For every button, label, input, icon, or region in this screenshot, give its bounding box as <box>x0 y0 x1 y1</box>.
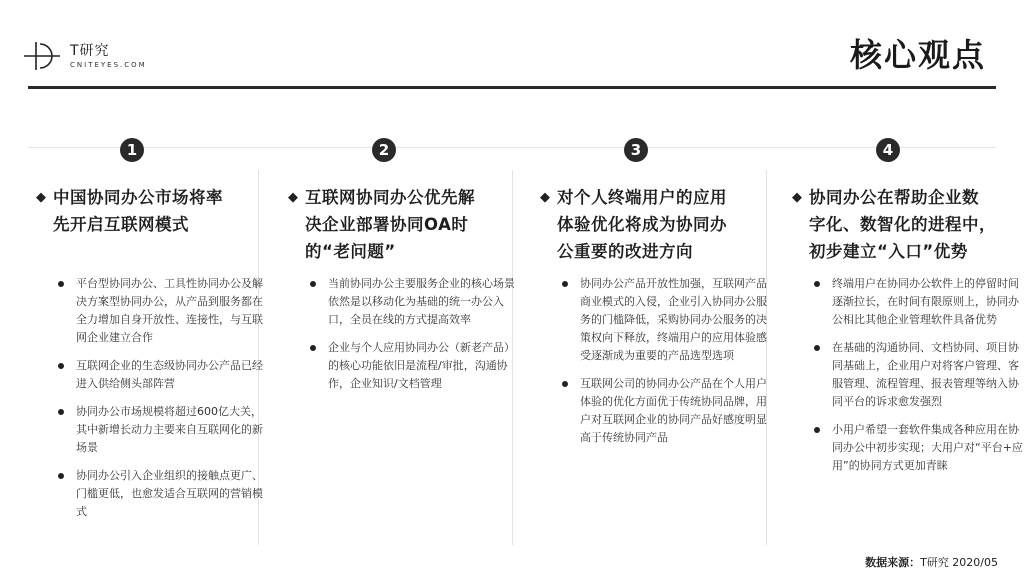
heading-line: 决企业部署协同OA时 <box>305 215 469 234</box>
heading-line: 体验优化将成为协同办 <box>557 215 727 234</box>
bullet-dot-icon <box>814 281 820 287</box>
heading-line: 互联网协同办公优先解 <box>305 188 475 207</box>
bullet-item <box>58 357 270 393</box>
heading-line: 先开启互联网模式 <box>53 215 189 234</box>
bullet-item <box>310 275 522 329</box>
bullet-list <box>58 275 270 531</box>
heading-line: 的“老问题” <box>305 242 396 261</box>
logo-icon <box>22 36 62 76</box>
diamond-icon: ◆ <box>36 190 46 205</box>
bullet-dot-icon <box>562 381 568 387</box>
bullet-text: 协同办公产品开放性加强，互联网产品商业模式的入侵，企业引入协同办公服务的门槛降低，采购协同办公服务的决策权向下释放，终端用户的应用体验感受逐渐成为重要的产品选型选项 <box>580 277 767 362</box>
bullet-text: 终端用户在协同办公软件上的停留时间逐渐拉长，在时间有限原则上，协同办公相比其他企业管理软件具备优势 <box>832 277 1019 326</box>
step-number-2: 2 <box>372 138 396 162</box>
bullet-item <box>814 421 1024 475</box>
heading-line: 中国协同办公市场将率 <box>53 188 223 207</box>
bullet-text: 小用户希望一套软件集成各种应用在协同办公中初步实现；大用户对“平台+应用”的协同方式更加青睐 <box>832 423 1023 472</box>
bullet-dot-icon <box>58 363 64 369</box>
heading-line: 对个人终端用户的应用 <box>557 188 727 207</box>
column-heading <box>36 184 276 238</box>
bullet-item <box>310 339 522 393</box>
column-heading <box>288 184 528 265</box>
diamond-icon: ◆ <box>540 190 550 205</box>
bullet-list <box>310 275 522 403</box>
column-heading <box>540 184 780 265</box>
column-3 <box>540 130 790 550</box>
page-title: 核心观点 <box>849 36 986 74</box>
heading-line: 字化、数智化的进程中， <box>809 215 996 234</box>
diamond-icon: ◆ <box>792 190 802 205</box>
bullet-item <box>58 275 270 347</box>
bullet-text: 在基础的沟通协同、文档协同、项目协同基础上，企业用户对将客户管理、客服管理、流程管理、报表管理等纳入协同平台的诉求愈发强烈 <box>832 341 1019 408</box>
bullet-dot-icon <box>562 281 568 287</box>
bullet-item <box>814 275 1024 329</box>
diamond-icon: ◆ <box>288 190 298 205</box>
bullet-list <box>562 275 774 457</box>
brand-name: T研究 <box>70 43 110 59</box>
bullet-item <box>562 275 774 365</box>
step-number-3: 3 <box>624 138 648 162</box>
column-1 <box>36 130 286 550</box>
bullet-dot-icon <box>310 281 316 287</box>
bullet-dot-icon <box>58 281 64 287</box>
bullet-item <box>562 375 774 447</box>
heading-line: 初步建立“入口”优势 <box>809 242 968 261</box>
heading-line: 公重要的改进方向 <box>557 242 693 261</box>
bullet-text: 平台型协同办公、工具性协同办公及解决方案型协同办公，从产品到服务都在全力增加自身开放性、连接性，与互联网企业建立合作 <box>76 277 263 344</box>
bullet-item <box>58 403 270 457</box>
bullet-list <box>814 275 1024 485</box>
bullet-item <box>814 339 1024 411</box>
step-number-1: 1 <box>120 138 144 162</box>
source-label: 数据来源： <box>865 556 921 569</box>
bullet-text: 协同办公引入企业组织的接触点更广、门槛更低，也愈发适合互联网的营销模式 <box>76 469 263 518</box>
bullet-text: 协同办公市场规模将超过600亿大关，其中新增长动力主要来自互联网化的新场景 <box>76 405 263 454</box>
column-2 <box>288 130 538 550</box>
bullet-dot-icon <box>310 345 316 351</box>
header-divider <box>28 86 996 89</box>
bullet-text: 互联网公司的协同办公产品在个人用户体验的优化方面优于传统协同品牌，用户对互联网企业的协同产品好感度明显高于传统协同产品 <box>580 377 767 444</box>
bullet-dot-icon <box>814 427 820 433</box>
bullet-item <box>58 467 270 521</box>
brand-logo <box>22 36 147 76</box>
bullet-dot-icon <box>814 345 820 351</box>
bullet-dot-icon <box>58 473 64 479</box>
step-number-4: 4 <box>876 138 900 162</box>
column-4 <box>792 130 1024 550</box>
bullet-dot-icon <box>58 409 64 415</box>
brand-domain: CNITEYES.COM <box>70 61 147 69</box>
source-value: T研究 2020/05 <box>920 556 998 569</box>
bullet-text: 互联网企业的生态级协同办公产品已经进入供给侧头部阵营 <box>76 359 263 390</box>
data-source <box>865 554 998 570</box>
bullet-text: 当前协同办公主要服务企业的核心场景依然是以移动化为基础的统一办公入口，全员在线的方式提高效率 <box>328 277 515 326</box>
heading-line: 协同办公在帮助企业数 <box>809 188 979 207</box>
bullet-text: 企业与个人应用协同办公（新老产品）的核心功能依旧是流程/审批，沟通协作，企业知识/文档管理 <box>328 341 515 390</box>
column-heading <box>792 184 1024 265</box>
